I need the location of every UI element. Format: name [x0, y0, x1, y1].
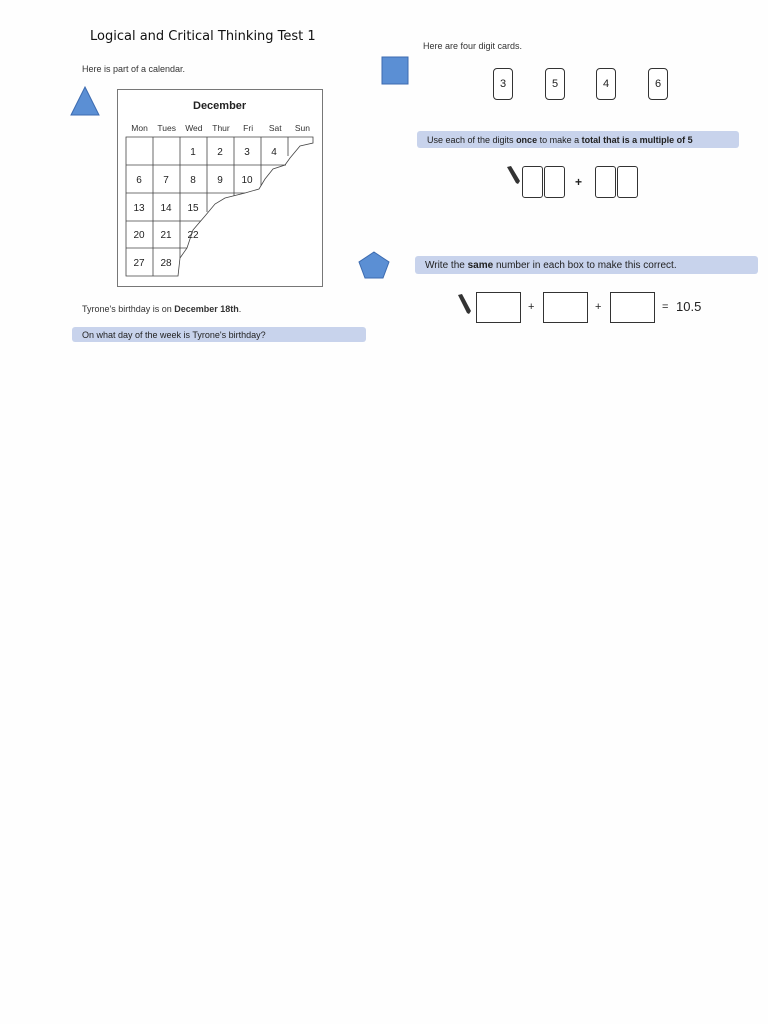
calendar-date: 8	[190, 175, 196, 186]
result-value: 10.5	[676, 299, 702, 314]
calendar-date: 15	[187, 203, 199, 214]
day-header: Sat	[268, 123, 282, 133]
calendar-date: 27	[133, 258, 145, 269]
calendar-grid	[125, 136, 317, 278]
page-title: Logical and Critical Thinking Test 1	[90, 29, 316, 44]
answer-box[interactable]	[610, 292, 655, 323]
answer-box[interactable]	[617, 166, 638, 198]
q1-question: On what day of the week is Tyrone's birthday?	[82, 329, 266, 340]
day-header: Thur	[212, 123, 230, 133]
calendar-month: December	[193, 100, 247, 112]
calendar-date: 13	[133, 203, 145, 214]
calendar-date: 22	[187, 230, 199, 241]
digit-card: 4	[596, 68, 616, 100]
day-header: Wed	[185, 123, 203, 133]
q3-instruction: Write the same number in each box to make this correct.	[425, 259, 677, 271]
digit-card: 5	[545, 68, 565, 100]
pentagon-icon	[357, 251, 391, 279]
statement-bold: December 18th	[174, 304, 239, 314]
q1-question-band	[72, 327, 366, 342]
pencil-icon	[456, 293, 472, 315]
calendar-date: 1	[190, 147, 196, 158]
answer-box[interactable]	[476, 292, 521, 323]
plus-sign: +	[528, 301, 535, 313]
calendar-date: 10	[241, 175, 253, 186]
equals-sign: =	[662, 301, 669, 313]
day-header: Tues	[157, 123, 176, 133]
calendar-date: 7	[163, 175, 169, 186]
calendar-date: 28	[160, 258, 172, 269]
calendar-date: 2	[217, 147, 223, 158]
pencil-icon	[505, 165, 521, 185]
answer-box[interactable]	[595, 166, 616, 198]
q2-intro: Here are four digit cards.	[423, 41, 523, 51]
calendar-date: 14	[160, 203, 172, 214]
calendar-date: 9	[217, 175, 223, 186]
plus-sign: +	[595, 301, 602, 313]
calendar-day-headers	[126, 123, 316, 133]
calendar-date: 20	[133, 230, 145, 241]
day-header: Sun	[294, 123, 310, 133]
square-icon	[381, 56, 409, 85]
calendar-date: 21	[160, 230, 172, 241]
answer-box[interactable]	[544, 166, 565, 198]
q2-instruction-band	[417, 131, 739, 148]
day-header: Mon	[131, 123, 148, 133]
day-header: Fri	[243, 123, 254, 133]
q2-instruction: Use each of the digits once to make a total that is a multiple of 5	[427, 134, 693, 145]
calendar-date: 4	[271, 147, 277, 158]
triangle-icon	[70, 86, 100, 116]
plus-sign: +	[575, 175, 583, 189]
q1-intro: Here is part of a calendar.	[82, 64, 186, 74]
digit-card: 6	[648, 68, 668, 100]
answer-box[interactable]	[522, 166, 543, 198]
q1-statement: Tyrone's birthday is on December 18th.	[82, 304, 242, 314]
answer-box[interactable]	[543, 292, 588, 323]
calendar-date: 3	[244, 147, 250, 158]
calendar-date: 6	[136, 175, 142, 186]
digit-card: 3	[493, 68, 513, 100]
q3-instruction-band	[415, 256, 758, 274]
